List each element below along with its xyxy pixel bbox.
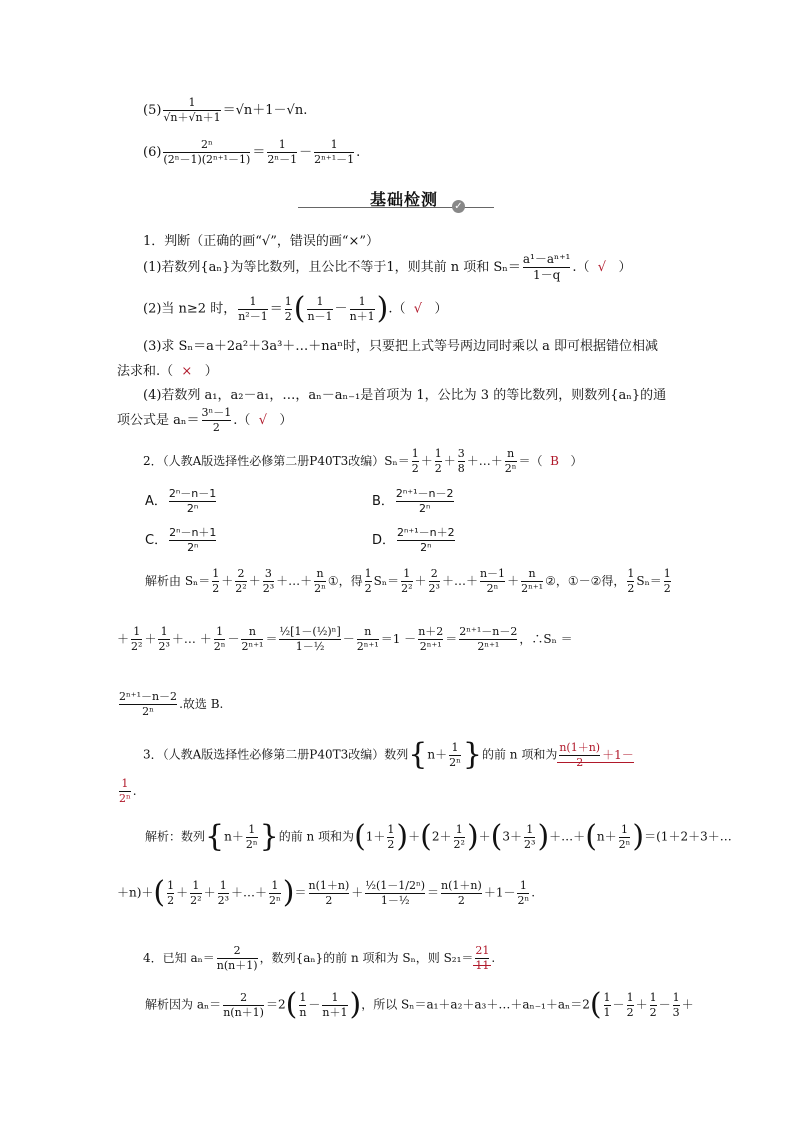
numerator: 2 <box>237 567 245 580</box>
numerator: a¹－aⁿ⁺¹ <box>522 252 571 266</box>
numerator: n <box>364 625 372 638</box>
denominator: 2² <box>190 893 202 907</box>
option-d <box>372 526 457 555</box>
denominator: 1－½ <box>365 893 425 908</box>
fraction <box>269 879 281 908</box>
paren: ( <box>420 819 432 854</box>
paren: ( <box>585 819 597 854</box>
fraction <box>267 138 297 167</box>
fraction <box>365 567 372 596</box>
denominator: 2ⁿ⁺¹ <box>459 639 517 654</box>
denominator: 2 <box>441 893 482 908</box>
fraction <box>212 567 219 596</box>
numerator: 1 <box>160 625 168 638</box>
numerator: 1 <box>451 740 459 754</box>
denominator: 2 <box>309 893 350 908</box>
option-label: B． <box>372 494 394 509</box>
fraction <box>246 823 258 852</box>
paren: ( <box>285 987 298 1022</box>
denominator: 2³ <box>158 640 170 653</box>
fraction <box>169 487 216 516</box>
denominator: 2ⁿ－1 <box>267 153 298 166</box>
paren: ( <box>293 291 306 326</box>
plus: ＋ <box>681 997 694 1012</box>
formula-label: (5) <box>143 103 162 118</box>
numerator: n(1＋n) <box>559 740 601 754</box>
fraction <box>401 567 412 596</box>
answer <box>557 740 634 769</box>
fraction <box>627 991 634 1020</box>
fraction <box>163 138 250 167</box>
denominator: 2ⁿ <box>169 501 216 516</box>
denominator: 2ⁿ <box>396 501 454 516</box>
fraction <box>190 879 201 908</box>
ellipsis: ＋…＋ <box>466 454 503 468</box>
q2-solution-line2: ＋ $\frac{1}{\text{2²}}$ ＋ $\frac{1}{\text{2³}}$ ＋… ＋ $\frac{1}{\text{2ⁿ}}$ － $\frac{n}{\text{2ⁿ⁺¹}}$ ＝ $\frac{\text{½[1－(½)ⁿ]}}{\text{1－½}}$ － $\frac{n}{\text{2ⁿ⁺¹}}$ ＝1 － $\frac{n+2}{\text{2ⁿ⁺¹}}$ ＝ $\frac{\text{2ⁿ⁺¹－n－2}}{\text{2ⁿ⁺¹}}$ ，∴Sₙ ＝ <box>117 625 573 653</box>
denominator: 2ⁿ <box>449 755 461 769</box>
paren: ) <box>376 291 389 326</box>
paren-close: ） <box>570 454 583 468</box>
section-title: 基础检测 <box>370 190 439 209</box>
fraction <box>673 991 680 1020</box>
period: . <box>491 951 496 965</box>
paren-close: ） <box>434 301 448 317</box>
equals: ＝ <box>445 632 458 646</box>
fraction <box>435 447 442 476</box>
solution-text: ①，得 <box>327 574 363 588</box>
fraction <box>458 447 465 476</box>
paren-close: ） <box>204 364 218 379</box>
denominator: 2ⁿ <box>504 462 517 475</box>
denominator: 2 <box>364 582 372 595</box>
denominator: n＋1 <box>349 309 375 323</box>
numerator: 1 <box>133 625 141 638</box>
q2-solution-line1: 解析由 Sₙ＝ $\frac{1}{2}$ ＋ $\frac{2}{\text{2²}}$ ＋ $\frac{3}{\text{2³}}$ ＋…＋ $\frac{n}{\text{2ⁿ}}$ ①，得 $\frac{1}{2}$ Sₙ＝ $\frac{1}{\text{2²}}$ ＋ $\frac{2}{\text{2³}}$ ＋…＋ $\frac{n-1}{\text{2ⁿ}}$ ＋ $\frac{n}{\text{2ⁿ⁺¹}}$ ②，①－②得， $\frac{1}{2}$ Sₙ＝ $\frac{1}{2}$ <box>145 567 671 595</box>
denominator: 2³ <box>217 893 230 907</box>
solution-label: 解析 <box>145 574 170 588</box>
fraction <box>158 625 169 654</box>
option-b <box>372 487 456 516</box>
q3-stem: 3．（人教A版选择性必修第二册P40T3改编）数列{n＋ $\frac{1}{\text{2ⁿ}}$ }的前 n 项和为 $\frac{n(1+n)}{2}$ ＋1－ <box>143 737 634 772</box>
brace: } <box>259 819 279 854</box>
fraction <box>214 625 226 654</box>
option-label: A． <box>145 494 167 509</box>
numerator: n＋2 <box>418 625 444 638</box>
numerator: 2ⁿ⁺¹－n－2 <box>119 690 178 703</box>
numerator: 2 <box>430 567 438 580</box>
fraction <box>475 944 489 973</box>
denominator: 2ⁿ <box>269 893 281 907</box>
numerator: 1 <box>358 294 366 308</box>
numerator: 2ⁿ－n＋1 <box>169 526 217 539</box>
denominator: 2 <box>626 1005 634 1019</box>
q3-answer-tail <box>117 777 137 806</box>
denominator: 2 <box>663 582 671 595</box>
solution-text: ＋1－ <box>483 885 516 900</box>
answer <box>473 944 491 972</box>
denominator: 2ⁿ <box>245 837 258 851</box>
answer-mark: × <box>181 364 193 379</box>
question-text: 4．已知 aₙ＝ <box>143 951 215 965</box>
paren-open: .（ <box>233 413 251 428</box>
solution-text: .故选 B. <box>179 697 224 711</box>
denominator: n－1 <box>307 309 333 323</box>
paren: ) <box>466 819 479 854</box>
equals: ＝ <box>427 885 440 900</box>
fraction <box>263 567 274 596</box>
numerator: 2 <box>240 990 248 1004</box>
equals: ＝ <box>294 885 307 900</box>
fraction <box>523 252 570 283</box>
denominator: 2ⁿ⁺¹ <box>521 582 544 595</box>
fraction <box>429 567 440 596</box>
denominator: 2ⁿ <box>314 582 326 595</box>
numerator: 1 <box>364 567 372 580</box>
q1-statement-3-line1: (3)求 Sₙ＝a＋2a²＋3a³＋…＋naⁿ时，只要把上式等号两边同时乘以 a 即可根据错位相减 <box>143 339 659 354</box>
denominator: 2ⁿ <box>119 704 177 719</box>
fraction <box>217 944 258 973</box>
solution-text: 因为 aₙ＝ <box>169 997 222 1012</box>
denominator: 2 <box>284 309 292 323</box>
numerator: 2ⁿ－n－1 <box>168 487 217 500</box>
paren-open: ＝（ <box>518 454 543 468</box>
statement-text: (2)当 n≥2 时， <box>143 301 237 317</box>
fraction <box>387 823 394 852</box>
denominator: 2ⁿ <box>517 893 530 907</box>
equals: ＝ <box>252 145 266 160</box>
denominator: 2² <box>453 837 465 851</box>
denominator: 2² <box>235 582 247 595</box>
paren: ( <box>490 819 503 854</box>
numerator: 1 <box>331 990 339 1004</box>
fraction <box>396 487 454 516</box>
fraction <box>299 991 306 1020</box>
denominator: 1 <box>603 1005 611 1019</box>
solution-text: ＝1 － <box>380 632 417 646</box>
paren: ) <box>282 875 295 910</box>
fraction <box>559 741 600 770</box>
fraction <box>627 567 634 596</box>
denominator: 2 <box>559 755 600 770</box>
numerator: 1 <box>455 822 463 836</box>
answer-mark: √ <box>258 413 267 428</box>
denominator: 2ⁿ⁺¹ <box>419 640 442 653</box>
fraction <box>279 625 340 654</box>
solution-text: ＝2 <box>265 997 286 1012</box>
fraction <box>397 526 455 555</box>
denominator: n＋1 <box>322 1005 348 1019</box>
numerator: 1 <box>216 625 224 638</box>
fraction <box>163 96 220 125</box>
numerator: n(1＋n) <box>441 878 482 892</box>
solution-label: 解析 <box>145 997 170 1012</box>
statement-text: 项公式是 aₙ＝ <box>117 413 200 428</box>
numerator: 1 <box>330 138 338 151</box>
fraction <box>664 567 671 596</box>
formula-5 <box>143 96 307 125</box>
fraction <box>119 690 177 719</box>
fraction <box>322 991 347 1020</box>
denominator: √n＋√n＋1 <box>163 111 221 124</box>
paren-open: .（ <box>572 260 590 275</box>
numerator: 21 <box>475 944 490 957</box>
denominator: 11 <box>475 959 490 972</box>
denominator: 2ⁿ <box>169 540 216 555</box>
option-label: D． <box>372 533 396 548</box>
fraction <box>223 991 264 1020</box>
solution-text: ＋n)＋ <box>117 885 154 900</box>
denominator: 8 <box>457 462 465 475</box>
brace: { <box>205 819 225 854</box>
denominator: 2ⁿ <box>213 640 226 653</box>
denominator: 3 <box>672 1005 680 1019</box>
denominator: 1－q <box>523 267 570 283</box>
denominator: 2ⁿ⁺¹ <box>356 640 379 653</box>
paren: ) <box>632 819 645 854</box>
fraction <box>505 447 517 476</box>
question-text: ，数列{aₙ}的前 n 项和为 Sₙ，则 S₂₁＝ <box>259 951 474 965</box>
denominator: 2 <box>649 1005 657 1019</box>
numerator: 2 <box>233 944 241 957</box>
denominator: 2³ <box>262 582 275 595</box>
fraction <box>459 625 517 654</box>
question-text: 3．（人教A版选择性必修第二册P40T3改编）数列 <box>143 747 409 762</box>
solution-text: Sₙ＝ <box>373 574 400 588</box>
fraction <box>454 823 465 852</box>
denominator: 2³ <box>428 582 440 595</box>
statement-text: 法求和.（ <box>117 364 174 379</box>
numerator: n <box>507 447 515 460</box>
numerator: 1 <box>192 878 200 892</box>
q3-solution-line1: 解析：数列{n＋ $\frac{1}{\text{2ⁿ}}$ }的前 n 项和为(1＋ $\frac{1}{2}$ )＋(2＋ $\frac{1}{\text{2²}}$ )＋(3＋ $\frac{1}{\text{2³}}$ )＋…＋(n＋ $\frac{1}{\text{2ⁿ}}$ )＝(1＋2＋3＋… <box>145 819 732 854</box>
paren: ) <box>349 987 362 1022</box>
numerator: ½(1－1/2ⁿ) <box>365 878 426 892</box>
paren-open: .（ <box>388 301 406 317</box>
fraction <box>238 295 268 324</box>
paren: ) <box>537 819 550 854</box>
fraction <box>235 567 246 596</box>
denominator: 2² <box>401 582 413 595</box>
paren-close: ） <box>279 413 293 428</box>
numerator: 3 <box>457 447 465 460</box>
numerator: 2ⁿ <box>200 138 213 151</box>
answer-text: ＋1－ <box>602 747 634 762</box>
formula-rhs: ＝√n＋1－√n. <box>222 103 308 118</box>
numerator: 1 <box>621 822 629 836</box>
plus: ＋ <box>351 885 364 900</box>
numerator: 2ⁿ⁺¹－n－2 <box>395 487 454 500</box>
numerator: 1 <box>271 878 279 892</box>
numerator: 1 <box>299 990 307 1004</box>
question-text: 的前 n 项和为 <box>481 747 558 762</box>
numerator: n <box>528 567 536 580</box>
denominator: n²－1 <box>238 309 268 323</box>
fraction <box>365 879 425 908</box>
fraction <box>202 406 232 435</box>
numerator: 1 <box>284 294 292 308</box>
numerator: 1 <box>249 294 257 308</box>
minus: － <box>334 301 348 317</box>
numerator: 1 <box>387 822 395 836</box>
numerator: 1 <box>403 567 411 580</box>
q1-statement-4-line2 <box>117 406 292 435</box>
fraction <box>218 879 229 908</box>
period: . <box>132 784 137 798</box>
denominator: n(n＋1) <box>216 959 258 972</box>
fraction <box>650 991 657 1020</box>
denominator: 2² <box>131 640 143 653</box>
option-c <box>145 526 218 555</box>
paren: ( <box>153 875 166 910</box>
check-badge-icon: ✓ <box>452 200 465 213</box>
numerator: 1 <box>219 878 227 892</box>
fraction <box>619 823 631 852</box>
solution-text: ＝(1＋2＋3＋… <box>644 829 732 844</box>
numerator: 1 <box>672 990 680 1004</box>
solution-text: Sₙ＝ <box>636 574 662 588</box>
numerator: 1 <box>603 990 611 1004</box>
paren-close: ） <box>618 260 632 275</box>
numerator: 1 <box>519 878 527 892</box>
answer-choice: B <box>550 454 559 468</box>
fraction <box>314 138 354 167</box>
answer-mark: √ <box>597 260 607 275</box>
numerator: 1 <box>434 447 442 460</box>
denominator: 2 <box>434 462 442 475</box>
denominator: 2ⁿ <box>480 581 505 596</box>
q1-statement-4-line1: (4)若数列 a₁，a₂－a₁，…，aₙ－aₙ₋₁是首项为 1，公比为 3 的等比数列，则数列{aₙ}的通 <box>143 388 667 403</box>
fraction <box>307 295 332 324</box>
fraction <box>167 879 174 908</box>
brace: { <box>408 737 428 772</box>
numerator: 1 <box>626 990 634 1004</box>
fraction <box>524 823 535 852</box>
fraction <box>449 741 461 770</box>
q3-solution-line2: ＋n)＋( $\frac{1}{2}$ ＋ $\frac{1}{\text{2²}}$ ＋ $\frac{1}{\text{2³}}$ ＋…＋ $\frac{1}{\text{2ⁿ}}$ )＝ $\frac{n(1+n)}{2}$ ＋ $\frac{\text{½(1－1/2ⁿ)}}{\text{1－½}}$ ＝ $\frac{n(1+n)}{2}$ ＋1－ $\frac{1}{\text{2ⁿ}}$ . <box>117 875 536 910</box>
paren: ( <box>354 819 366 854</box>
numerator: 1 <box>316 294 324 308</box>
fraction <box>517 879 529 908</box>
denominator: 2 <box>627 582 635 595</box>
numerator: 3ⁿ－1 <box>201 406 232 419</box>
paren: ) <box>396 819 409 854</box>
q1-intro: 1．判断（正确的画“√”，错误的画“×”） <box>143 234 380 249</box>
solution-text: 由 Sₙ＝ <box>169 574 211 588</box>
numerator: 1 <box>649 990 657 1004</box>
minus: － <box>299 145 313 160</box>
numerator: 1 <box>121 777 129 790</box>
fraction <box>285 295 292 324</box>
denominator: 2 <box>411 462 419 475</box>
denominator: 2ⁿ <box>618 837 631 851</box>
q4-stem <box>143 944 495 973</box>
numerator: 1 <box>167 878 175 892</box>
solution-text: ，∴Sₙ ＝ <box>519 632 573 646</box>
fraction <box>169 526 216 555</box>
q2-stem: 2．（人教A版选择性必修第二册P40T3改编）Sₙ＝ $\frac{1}{2}$ ＋ $\frac{1}{2}$ ＋ $\frac{3}{8}$ ＋…＋ $\frac{n}{\text{2ⁿ}}$ ＝（ B ） <box>143 447 583 475</box>
period: . <box>531 885 536 900</box>
denominator: 2 <box>387 837 395 851</box>
numerator: n(1＋n) <box>308 878 350 892</box>
answer-mark: √ <box>413 301 423 317</box>
fraction <box>241 625 263 654</box>
numerator: 3 <box>264 567 272 580</box>
formula-6 <box>143 138 360 167</box>
denominator: 2 <box>212 582 220 595</box>
q4-solution-line1: 解析因为 aₙ＝ $\frac{2}{n(n+1)}$ ＝2( $\frac{1}{n}$ － $\frac{1}{n+1}$ )，所以 Sₙ＝a₁＋a₂＋a₃＋…＋aₙ₋₁＋aₙ＝2( $\frac{1}{1}$ － $\frac{1}{2}$ ＋ $\frac{1}{2}$ － $\frac{1}{3}$ ＋ <box>145 987 694 1022</box>
fraction <box>412 447 419 476</box>
numerator: n－1 <box>479 567 506 580</box>
denominator: (2ⁿ－1)(2ⁿ⁺¹－1) <box>163 153 251 166</box>
fraction <box>350 295 375 324</box>
numerator: 1 <box>212 567 220 580</box>
equals: ＝ <box>269 301 283 317</box>
solution-text: ，所以 Sₙ＝a₁＋a₂＋a₃＋…＋aₙ₋₁＋aₙ＝2 <box>361 997 590 1012</box>
numerator: n <box>248 625 257 638</box>
brace: } <box>462 737 482 772</box>
fraction <box>441 879 482 908</box>
denominator: 2ⁿ⁺¹－1 <box>314 153 355 166</box>
numerator: n <box>316 567 324 580</box>
fraction <box>314 567 326 596</box>
denominator: 2 <box>202 420 232 435</box>
numerator: 1 <box>526 822 534 836</box>
denominator: 2 <box>167 893 175 907</box>
question-text: 2．（人教A版选择性必修第二册P40T3改编）Sₙ＝ <box>143 454 410 468</box>
denominator: 2ⁿ⁺¹ <box>241 640 264 653</box>
q2-solution-line3 <box>117 690 223 719</box>
period: . <box>356 145 361 160</box>
option-label: C． <box>145 533 168 548</box>
fraction <box>119 777 131 806</box>
denominator: n <box>299 1005 307 1019</box>
q1-statement-3-line2 <box>117 360 218 379</box>
q1-statement-2 <box>143 291 448 326</box>
solution-text: 解析：数列 <box>145 829 206 844</box>
denominator: 1－½ <box>279 639 340 654</box>
formula-label: (6) <box>143 145 162 160</box>
fraction <box>357 625 379 654</box>
fraction <box>604 991 611 1020</box>
numerator: 1 <box>411 447 419 460</box>
fraction <box>131 625 142 654</box>
numerator: 2ⁿ⁺¹－n＋2 <box>397 526 455 539</box>
numerator: 1 <box>188 96 196 109</box>
numerator: ½[1－(½)ⁿ] <box>279 625 341 638</box>
numerator: 1 <box>663 567 671 580</box>
fraction <box>521 567 543 596</box>
denominator: 2ⁿ <box>119 792 131 805</box>
denominator: 2³ <box>524 837 536 851</box>
numerator: 1 <box>627 567 635 580</box>
denominator: 2ⁿ <box>397 540 455 555</box>
denominator: n(n＋1) <box>223 1005 264 1019</box>
q1-statement-1 <box>143 252 632 283</box>
numerator: 1 <box>278 138 286 151</box>
fraction <box>480 567 505 596</box>
numerator: 1 <box>248 822 256 836</box>
option-a <box>145 487 218 516</box>
paren: ( <box>589 987 602 1022</box>
solution-text: ②，①－②得， <box>545 574 626 588</box>
fraction <box>309 879 350 908</box>
fraction <box>418 625 443 654</box>
numerator: 2ⁿ⁺¹－n－2 <box>459 625 518 638</box>
solution-text: 的前 n 项和为 <box>278 829 355 844</box>
statement-text: (1)若数列{aₙ}为等比数列，且公比不等于1，则其前 n 项和 Sₙ＝ <box>143 260 521 275</box>
